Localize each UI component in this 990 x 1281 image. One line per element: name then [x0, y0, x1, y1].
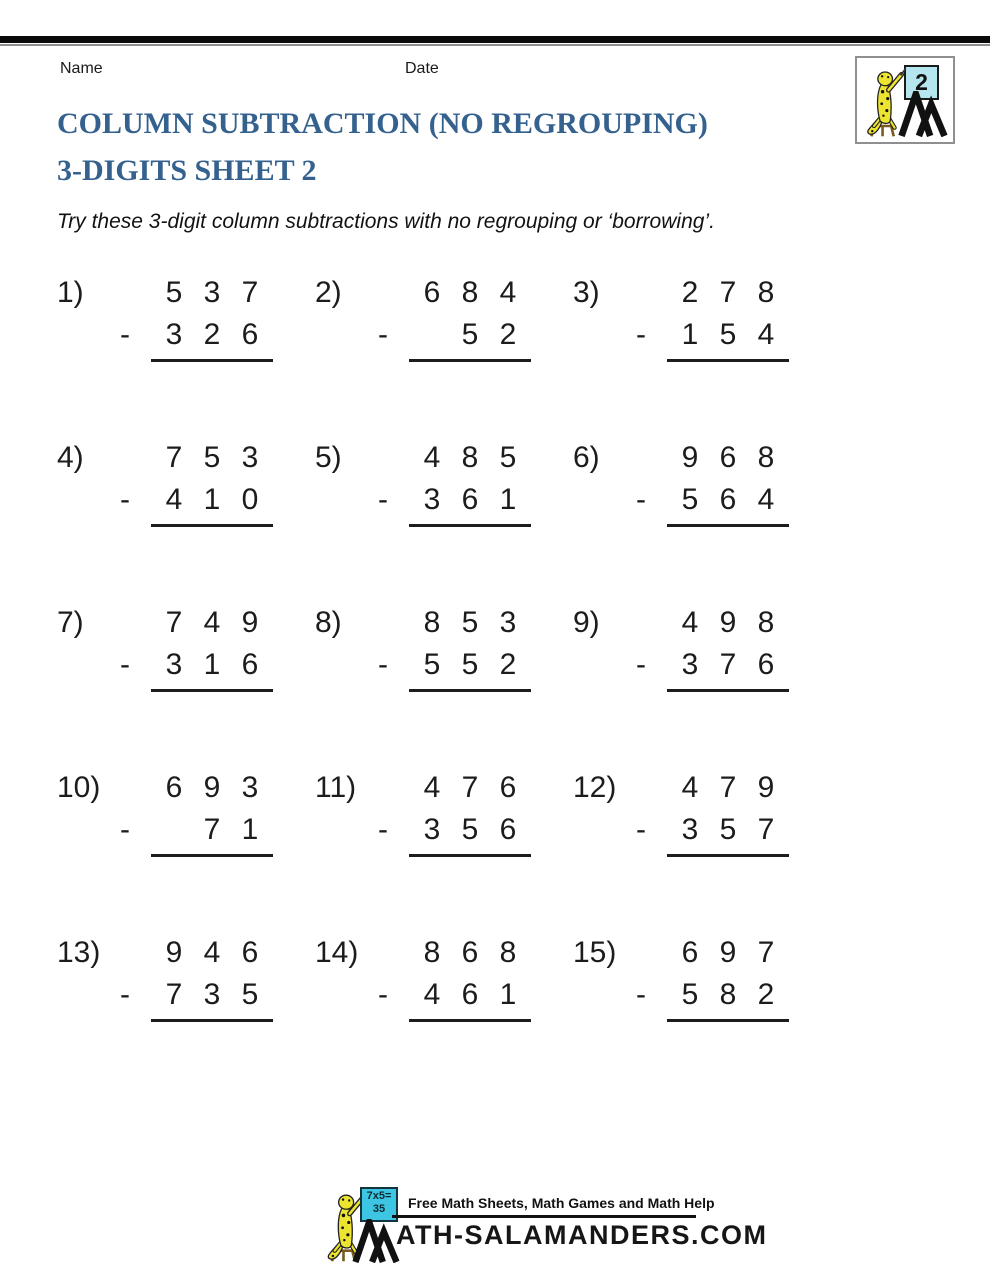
subtrahend-digit: 1 [203, 483, 221, 516]
minuend-row [671, 602, 785, 644]
subtraction-problem [57, 767, 315, 932]
subtraction-problem [573, 932, 831, 1097]
minus-sign: - [378, 813, 388, 846]
problem-number: 15) [573, 936, 617, 969]
minuend-digit: 3 [241, 771, 259, 804]
subtrahend-row [413, 644, 527, 686]
minuend-digit: 9 [241, 606, 259, 639]
subtrahend-row [413, 314, 527, 356]
minus-sign: - [120, 978, 130, 1011]
minus-sign: - [378, 483, 388, 516]
subtrahend-row [155, 974, 269, 1016]
problem-number: 14) [315, 936, 359, 969]
subtrahend-digit: 5 [423, 648, 441, 681]
minuend-row [671, 437, 785, 479]
problem-digits [409, 767, 531, 857]
minuend-digit: 4 [203, 606, 221, 639]
minuend-digit: 8 [757, 606, 775, 639]
problem-digits [409, 932, 531, 1022]
problem-work [633, 767, 789, 857]
problem-work [117, 767, 273, 857]
problem-digits [667, 272, 789, 362]
subtrahend-digit: 5 [719, 318, 737, 351]
minuend-digit: 5 [203, 441, 221, 474]
minus-sign: - [120, 318, 130, 351]
subtrahend-digit: 1 [241, 813, 259, 846]
problem-digits [667, 932, 789, 1022]
minus-sign: - [636, 318, 646, 351]
subtrahend-row [155, 479, 269, 521]
minus-sign: - [378, 318, 388, 351]
minuend-digit: 7 [757, 936, 775, 969]
subtrahend-digit: 3 [165, 318, 183, 351]
subtrahend-digit: 4 [757, 483, 775, 516]
subtrahend-digit: 1 [681, 318, 699, 351]
subtrahend-digit: 6 [499, 813, 517, 846]
subtrahend-row [413, 974, 527, 1016]
problem-work [117, 272, 273, 362]
subtrahend-row [671, 479, 785, 521]
minus-sign: - [636, 648, 646, 681]
footer-logo [322, 1183, 768, 1278]
page-title-line1: COLUMN SUBTRACTION (NO REGROUPING) [57, 107, 708, 140]
subtrahend-digit: 5 [461, 648, 479, 681]
subtrahend-digit: 8 [719, 978, 737, 1011]
minuend-digit: 7 [241, 276, 259, 309]
problem-work [633, 932, 789, 1022]
subtrahend-row [671, 644, 785, 686]
subtrahend-row [671, 314, 785, 356]
problem-digits [151, 602, 273, 692]
problem-number: 8) [315, 606, 342, 639]
footer-tagline: Free Math Sheets, Math Games and Math Help [408, 1195, 715, 1211]
minuend-row [413, 272, 527, 314]
subtrahend-digit: 5 [681, 483, 699, 516]
minuend-digit: 3 [241, 441, 259, 474]
footer-board-line2: 35 [372, 1203, 386, 1215]
footer-site-text: ATH-SALAMANDERS.COM [396, 1220, 768, 1250]
problem-work [117, 932, 273, 1022]
minuend-digit: 4 [203, 936, 221, 969]
problem-digits [667, 602, 789, 692]
minuend-digit: 2 [681, 276, 699, 309]
subtrahend-digit: 6 [241, 648, 259, 681]
minus-sign: - [120, 813, 130, 846]
minuend-digit: 8 [423, 936, 441, 969]
subtrahend-digit: 7 [757, 813, 775, 846]
minuend-digit: 9 [719, 606, 737, 639]
subtrahend-digit: 3 [681, 813, 699, 846]
math-salamanders-m-icon [350, 1219, 402, 1263]
footer-board-line1: 7x5= [366, 1190, 392, 1202]
minuend-digit: 4 [423, 441, 441, 474]
problem-digits [151, 272, 273, 362]
subtraction-problem [315, 437, 573, 602]
subtrahend-digit: 3 [203, 978, 221, 1011]
minuend-row [413, 767, 527, 809]
minuend-digit: 6 [241, 936, 259, 969]
subtraction-problem [57, 602, 315, 767]
subtrahend-digit: 6 [461, 978, 479, 1011]
problem-digits [151, 767, 273, 857]
minuend-digit: 7 [165, 441, 183, 474]
problem-number: 3) [573, 276, 600, 309]
subtrahend-digit: 5 [681, 978, 699, 1011]
minuend-digit: 8 [757, 441, 775, 474]
problem-number: 5) [315, 441, 342, 474]
subtraction-problem [573, 767, 831, 932]
subtrahend-digit: 5 [461, 813, 479, 846]
problem-digits [151, 932, 273, 1022]
minus-sign: - [636, 483, 646, 516]
minuend-digit: 7 [719, 771, 737, 804]
subtrahend-digit: 1 [203, 648, 221, 681]
subtrahend-row [155, 314, 269, 356]
minuend-digit: 7 [719, 276, 737, 309]
minuend-digit: 4 [499, 276, 517, 309]
minuend-row [413, 602, 527, 644]
subtrahend-row [671, 809, 785, 851]
subtrahend-digit: 7 [203, 813, 221, 846]
problem-number: 1) [57, 276, 84, 309]
problem-work [375, 437, 531, 527]
minuend-digit: 8 [461, 441, 479, 474]
subtrahend-digit: 6 [757, 648, 775, 681]
minuend-digit: 8 [499, 936, 517, 969]
minuend-digit: 9 [757, 771, 775, 804]
minuend-digit: 8 [423, 606, 441, 639]
subtrahend-row [413, 809, 527, 851]
subtrahend-digit: 6 [719, 483, 737, 516]
problem-number: 12) [573, 771, 617, 804]
problem-work [375, 602, 531, 692]
problem-work [117, 602, 273, 692]
minus-sign: - [378, 978, 388, 1011]
date-label: Date [405, 60, 439, 77]
subtrahend-digit: 5 [461, 318, 479, 351]
minus-sign: - [636, 813, 646, 846]
minuend-row [671, 272, 785, 314]
problems-grid [57, 272, 831, 1097]
subtraction-problem [315, 602, 573, 767]
subtraction-problem [57, 932, 315, 1097]
problem-number: 2) [315, 276, 342, 309]
subtrahend-digit: 2 [499, 318, 517, 351]
minuend-digit: 9 [203, 771, 221, 804]
problem-work [633, 437, 789, 527]
subtrahend-digit: 6 [241, 318, 259, 351]
minuend-digit: 8 [461, 276, 479, 309]
minuend-row [413, 932, 527, 974]
subtrahend-digit: 7 [165, 978, 183, 1011]
salamander-icon [863, 66, 909, 138]
subtrahend-digit: 3 [681, 648, 699, 681]
minuend-digit: 6 [165, 771, 183, 804]
problem-work [375, 932, 531, 1022]
minus-sign: - [120, 483, 130, 516]
subtrahend-digit: 2 [499, 648, 517, 681]
subtrahend-digit: 6 [461, 483, 479, 516]
subtrahend-digit: 3 [165, 648, 183, 681]
subtrahend-row [671, 974, 785, 1016]
problem-number: 6) [573, 441, 600, 474]
subtrahend-digit: 1 [499, 978, 517, 1011]
minuend-digit: 6 [499, 771, 517, 804]
header-rule [0, 36, 990, 46]
minuend-row [671, 932, 785, 974]
problem-number: 10) [57, 771, 101, 804]
minuend-digit: 8 [757, 276, 775, 309]
minuend-digit: 7 [165, 606, 183, 639]
subtrahend-digit [413, 314, 451, 356]
sheet-number-badge: 2 [904, 65, 939, 100]
name-label: Name [60, 60, 103, 77]
subtraction-problem [315, 767, 573, 932]
minuend-digit: 9 [719, 936, 737, 969]
minuend-digit: 4 [681, 771, 699, 804]
minuend-digit: 3 [203, 276, 221, 309]
subtrahend-digit: 2 [757, 978, 775, 1011]
minuend-digit: 7 [461, 771, 479, 804]
subtrahend-digit: 0 [241, 483, 259, 516]
problem-digits [151, 437, 273, 527]
subtraction-problem [573, 272, 831, 437]
minuend-digit: 4 [681, 606, 699, 639]
minuend-digit: 5 [165, 276, 183, 309]
subtrahend-digit: 5 [719, 813, 737, 846]
subtrahend-row [155, 644, 269, 686]
subtraction-problem [315, 932, 573, 1097]
subtrahend-digit: 4 [757, 318, 775, 351]
minuend-digit: 6 [423, 276, 441, 309]
subtrahend-digit: 4 [165, 483, 183, 516]
subtraction-problem [573, 602, 831, 767]
minus-sign: - [378, 648, 388, 681]
footer-rule [392, 1215, 696, 1218]
page-title-line2: 3-DIGITS SHEET 2 [57, 154, 317, 187]
minuend-row [155, 272, 269, 314]
problem-digits [667, 767, 789, 857]
subtraction-problem [573, 437, 831, 602]
subtraction-problem [315, 272, 573, 437]
subtrahend-digit: 5 [241, 978, 259, 1011]
subtrahend-digit: 3 [423, 483, 441, 516]
problem-digits [409, 272, 531, 362]
subtrahend-row [413, 479, 527, 521]
minuend-digit: 4 [423, 771, 441, 804]
problem-number: 4) [57, 441, 84, 474]
minuend-digit: 3 [499, 606, 517, 639]
minuend-row [155, 437, 269, 479]
minuend-row [413, 437, 527, 479]
minus-sign: - [120, 648, 130, 681]
header-logo [855, 56, 955, 144]
subtrahend-digit [155, 809, 193, 851]
minuend-row [155, 932, 269, 974]
subtrahend-digit: 4 [423, 978, 441, 1011]
problem-digits [409, 437, 531, 527]
problem-number: 7) [57, 606, 84, 639]
problem-number: 11) [315, 771, 357, 804]
problem-number: 9) [573, 606, 600, 639]
minuend-digit: 5 [461, 606, 479, 639]
minuend-digit: 6 [461, 936, 479, 969]
problem-work [633, 602, 789, 692]
minuend-digit: 9 [165, 936, 183, 969]
page-title [57, 100, 708, 194]
subtrahend-row [155, 809, 269, 851]
minuend-digit: 9 [681, 441, 699, 474]
minuend-digit: 6 [719, 441, 737, 474]
subtrahend-digit: 2 [203, 318, 221, 351]
problem-digits [409, 602, 531, 692]
minus-sign: - [636, 978, 646, 1011]
minuend-row [155, 767, 269, 809]
subtrahend-digit: 7 [719, 648, 737, 681]
instruction-text: Try these 3-digit column subtractions with no regrouping or ‘borrowing’. [57, 210, 715, 233]
subtraction-problem [57, 437, 315, 602]
subtrahend-digit: 1 [499, 483, 517, 516]
minuend-row [671, 767, 785, 809]
problem-work [375, 272, 531, 362]
problem-work [375, 767, 531, 857]
problem-number: 13) [57, 936, 101, 969]
minuend-digit: 5 [499, 441, 517, 474]
problem-work [117, 437, 273, 527]
minuend-digit: 6 [681, 936, 699, 969]
problem-digits [667, 437, 789, 527]
minuend-row [155, 602, 269, 644]
problem-work [633, 272, 789, 362]
subtraction-problem [57, 272, 315, 437]
subtrahend-digit: 3 [423, 813, 441, 846]
